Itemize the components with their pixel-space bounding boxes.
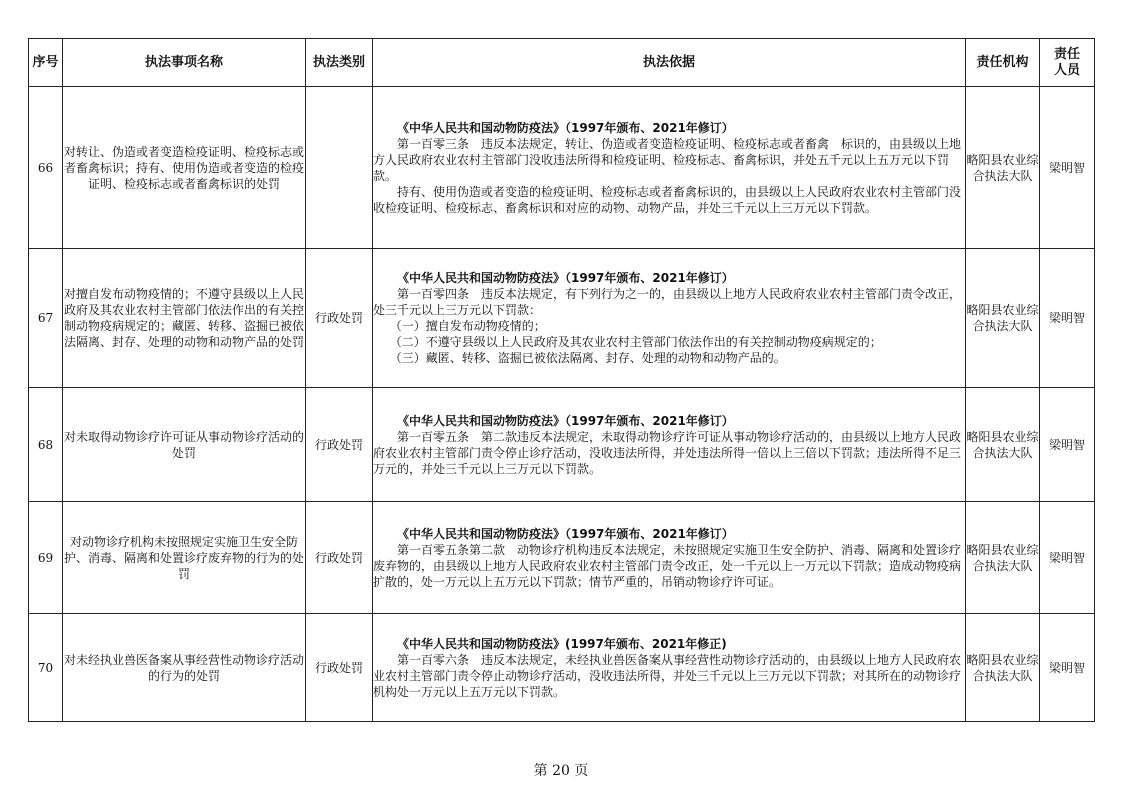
item-name: 对未取得动物诊疗许可证从事动物诊疗活动的处罚 [63,388,306,502]
responsible-org: 略阳县农业综合执法大队 [966,388,1040,502]
header-no: 序号 [29,39,63,87]
row-number: 69 [29,502,63,614]
law-item: （一）擅自发布动物疫情的； [389,319,546,333]
law-title: 《中华人民共和国动物防疫法》(1997年颁布、2021年修正) [397,636,727,651]
table-row [29,502,1095,614]
enforcement-basis [373,87,966,249]
table-row [29,87,1095,249]
item-name: 对转让、伪造或者变造检疫证明、检疫标志或者畜禽标识；持有、使用伪造或者变造的检疫证明、检疫标志或者畜禽标识的处罚 [63,87,306,249]
enforcement-basis [373,388,966,502]
responsible-org: 略阳县农业综合执法大队 [966,249,1040,388]
responsible-person: 梁明智 [1040,249,1095,388]
header-org: 责任机构 [966,39,1040,87]
responsible-org: 略阳县农业综合执法大队 [966,87,1040,249]
law-item: （三）藏匿、转移、盗掘已被依法隔离、封存、处理的动物和动物产品的。 [389,351,786,365]
enforcement-basis [373,249,966,388]
table-row [29,614,1095,722]
enforcement-type: 行政处罚 [306,388,373,502]
row-number: 68 [29,388,63,502]
law-paragraph: 第一百零六条 违反本法规定，未经执业兽医备案从事经营性动物诊疗活动的，由县级以上地方人民政府农业农村主管部门责令停止动物诊疗活动，没收违法所得，并处三千元以上三万元以下罚款；对其所在的动物诊疗机构处一万元以上五万元以下罚款。 [373,652,962,699]
law-paragraph: 持有、使用伪造或者变造的检疫证明、检疫标志或者畜禽标识的，由县级以上人民政府农业农村主管部门没收检疫证明、检疫标志、畜禽标识和对应的动物、动物产品，并处三千元以上三万元以下罚款。 [373,184,962,215]
enforcement-type: 行政处罚 [306,249,373,388]
enforcement-basis [373,502,966,614]
item-name: 对动物诊疗机构未按照规定实施卫生安全防护、消毒、隔离和处置诊疗废弃物的行为的处罚 [63,502,306,614]
header-type: 执法类别 [306,39,373,87]
enforcement-table [28,38,1095,722]
responsible-person: 梁明智 [1040,388,1095,502]
page-number: 第 20 页 [533,763,589,779]
law-paragraph: 第一百零五条 第二款违反本法规定，未取得动物诊疗许可证从事动物诊疗活动的，由县级以上地方人民政府农业农村主管部门责令停止诊疗活动，没收违法所得，并处违法所得一倍以上三倍以下罚款；违法所得不足三万元的，并处三千元以上三万元以下罚款。 [373,429,962,476]
law-paragraph: 第一百零四条 违反本法规定，有下列行为之一的，由县级以上地方人民政府农业农村主管部门责令改正，处三千元以上三万元以下罚款： [373,287,962,317]
responsible-person: 梁明智 [1040,614,1095,722]
enforcement-type: 行政处罚 [306,502,373,614]
responsible-person: 梁明智 [1040,87,1095,249]
law-paragraph: 第一百零五条第二款 动物诊疗机构违反本法规定，未按照规定实施卫生安全防护、消毒、隔离和处置诊疗废弃物的，由县级以上地方人民政府农业农村主管部门责令改正，处一千元以上一万元以下罚款；造成动物疫病扩散的，处一万元以上五万元以下罚款；情节严重的，吊销动物诊疗许可证。 [373,542,962,589]
responsible-person: 梁明智 [1040,502,1095,614]
header-row [29,39,1095,87]
table-row [29,388,1095,502]
header-person: 责任人员 [1040,39,1095,87]
law-title: 《中华人民共和国动物防疫法》（1997年颁布、2021年修订） [397,526,734,541]
law-item: （二）不遵守县级以上人民政府及其农业农村主管部门依法作出的有关控制动物疫病规定的； [389,335,882,349]
enforcement-basis [373,614,966,722]
header-name: 执法事项名称 [63,39,306,87]
enforcement-type: 行政处罚 [306,614,373,722]
row-number: 70 [29,614,63,722]
item-name: 对擅自发布动物疫情的；不遵守县级以上人民政府及其农业农村主管部门依法作出的有关控制动物疫病规定的；藏匿、转移、盗掘已被依法隔离、封存、处理的动物和动物产品的处罚 [63,249,306,388]
item-name: 对未经执业兽医备案从事经营性动物诊疗活动的行为的处罚 [63,614,306,722]
enforcement-type [306,87,373,249]
table-row [29,249,1095,388]
law-paragraph: 第一百零三条 违反本法规定，转让、伪造或者变造检疫证明、检疫标志或者畜禽 标识的，由县级以上地方人民政府农业农村主管部门没收违法所得和检疫证明、检疫标志、畜禽标识，并处五千元以上五万元以下罚款。 [373,136,962,183]
row-number: 67 [29,249,63,388]
responsible-org: 略阳县农业综合执法大队 [966,614,1040,722]
law-title: 《中华人民共和国动物防疫法》（1997年颁布、2021年修订） [397,413,734,428]
row-number: 66 [29,87,63,249]
law-title: 《中华人民共和国动物防疫法》（1997年颁布、2021年修订） [397,120,734,135]
responsible-org: 略阳县农业综合执法大队 [966,502,1040,614]
law-title: 《中华人民共和国动物防疫法》（1997年颁布、2021年修订） [397,271,734,285]
header-basis: 执法依据 [373,39,966,87]
